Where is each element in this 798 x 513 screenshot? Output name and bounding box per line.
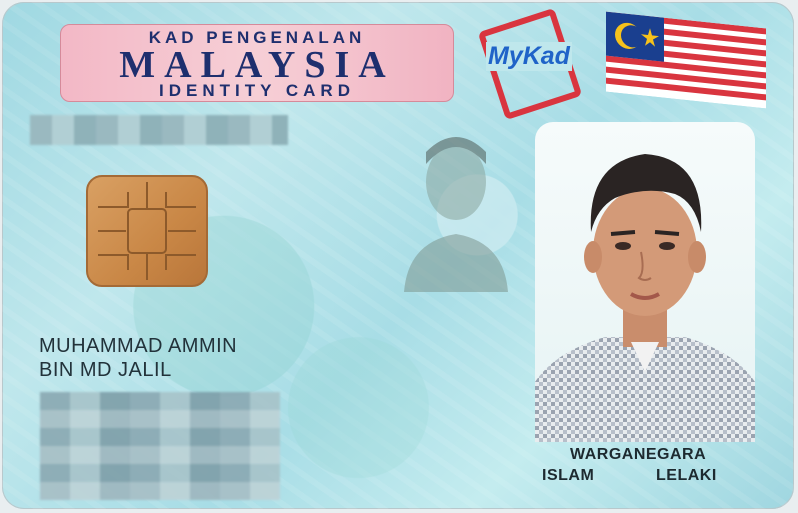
holder-name-line-2: BIN MD JALIL	[39, 359, 172, 381]
mykad-logo	[480, 10, 590, 110]
religion-label: ISLAM	[542, 467, 595, 484]
header-line-1: KAD PENGENALAN	[148, 28, 366, 47]
portrait-image	[535, 122, 755, 442]
identity-card	[2, 2, 794, 509]
header-line-3: IDENTITY CARD	[159, 81, 355, 100]
header-line-2: MALAYSIA	[119, 44, 395, 86]
holder-photo	[535, 122, 755, 442]
redacted-id-number	[30, 115, 288, 145]
holder-name-line-1: MUHAMMAD AMMIN	[39, 335, 238, 357]
citizenship-label: WARGANEGARA	[570, 446, 707, 463]
ghost-photo-image	[394, 122, 518, 292]
malaysia-flag-icon	[606, 12, 766, 109]
holder-name	[39, 334, 237, 382]
smart-chip-icon	[86, 175, 208, 287]
card-header-banner	[60, 24, 454, 102]
mykad-logo-text: MyKad	[488, 42, 570, 70]
redacted-address	[40, 392, 280, 500]
gender-label: LELAKI	[656, 467, 717, 484]
